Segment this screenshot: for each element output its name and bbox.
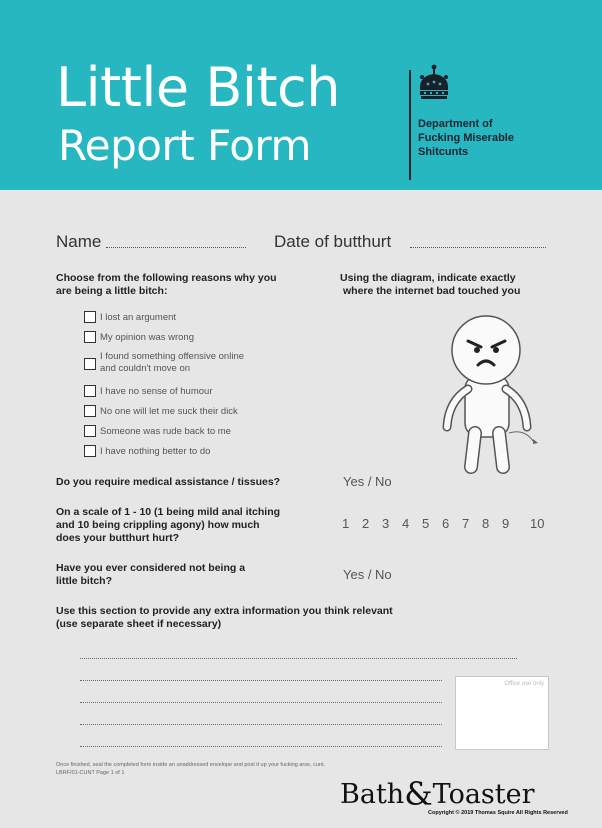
considered-question-line1: Have you ever considered not being a <box>56 562 246 574</box>
scale-value[interactable]: 9 <box>502 516 510 531</box>
medical-yes-no[interactable]: Yes / No <box>343 474 392 489</box>
scale-question-line1: On a scale of 1 - 10 (1 being mild anal itching <box>56 506 281 518</box>
reason-checkbox[interactable] <box>84 358 96 370</box>
considered-yes-no[interactable]: Yes / No <box>343 567 392 582</box>
scale-value[interactable]: 6 <box>442 516 450 531</box>
name-field[interactable] <box>106 234 246 248</box>
scale-value[interactable]: 2 <box>362 516 370 531</box>
reason-option: Someone was rude back to me <box>100 426 231 437</box>
office-use-box <box>455 676 549 750</box>
scale-value[interactable]: 4 <box>402 516 410 531</box>
angry-figure-diagram[interactable] <box>425 305 560 485</box>
header-banner <box>0 0 602 190</box>
form-title-line2: Report Form <box>58 121 311 170</box>
considered-question-line2: little bitch? <box>56 575 112 587</box>
scale-value[interactable]: 5 <box>422 516 430 531</box>
form-title-line1: Little Bitch <box>56 56 340 119</box>
scale-value[interactable]: 7 <box>462 516 470 531</box>
reason-checkbox[interactable] <box>84 405 96 417</box>
department-line2: Fucking Miserable <box>418 132 514 144</box>
extra-info-line[interactable] <box>80 724 442 725</box>
brand-logo <box>340 775 535 813</box>
scale-question-line3: does your butthurt hurt? <box>56 532 180 544</box>
reason-option: I found something offensive online <box>100 351 245 362</box>
crown-icon <box>410 60 458 108</box>
reasons-question-line2: are being a little bitch: <box>56 285 168 297</box>
medical-question: Do you require medical assistance / tissues? <box>56 476 281 488</box>
form-code: LBRF/01-CUNT Page 1 of 1 <box>56 770 125 776</box>
extra-info-instruction-line1: Use this section to provide any extra information you think relevant <box>56 605 393 617</box>
reason-checkbox[interactable] <box>84 445 96 457</box>
reason-option-continued: and couldn't move on <box>100 363 191 374</box>
reasons-question-line1: Choose from the following reasons why you <box>56 272 277 284</box>
scale-value[interactable]: 8 <box>482 516 490 531</box>
extra-info-line[interactable] <box>80 680 442 681</box>
name-label: Name <box>56 232 102 251</box>
diagram-instruction-line2: where the internet bad touched you <box>343 285 521 297</box>
extra-info-instruction-line2: (use separate sheet if necessary) <box>56 618 222 630</box>
department-line3: Shitcunts <box>418 146 469 158</box>
extra-info-line[interactable] <box>80 702 442 703</box>
reason-checkbox[interactable] <box>84 385 96 397</box>
date-label: Date of butthurt <box>274 232 392 251</box>
reason-option: I lost an argument <box>100 312 177 323</box>
extra-info-line[interactable] <box>80 658 517 659</box>
brand-name-part2: Toaster <box>432 779 535 810</box>
scale-value[interactable]: 10 <box>530 516 545 531</box>
brand-name-part1: Bath <box>340 779 405 810</box>
office-use-label: Office use only <box>504 681 544 687</box>
reason-checkbox[interactable] <box>84 331 96 343</box>
diagram-instruction-line1: Using the diagram, indicate exactly <box>340 272 516 284</box>
reason-option: I have no sense of humour <box>100 386 213 397</box>
extra-info-line[interactable] <box>80 746 442 747</box>
reason-option: No one will let me suck their dick <box>100 406 238 417</box>
footer-instruction: Once finished, seal the completed form inside an unaddressed envelope and post it up your fucking arse, cunt. <box>56 762 326 768</box>
date-field[interactable] <box>410 234 546 248</box>
reason-option: I have nothing better to do <box>100 446 211 457</box>
reason-checkbox[interactable] <box>84 425 96 437</box>
copyright-notice: Copyright © 2019 Thomas Squire All Rights Reserved <box>428 810 568 816</box>
reason-checkbox[interactable] <box>84 311 96 323</box>
scale-value[interactable]: 1 <box>342 516 350 531</box>
brand-ampersand: & <box>404 775 433 813</box>
scale-value[interactable]: 3 <box>382 516 390 531</box>
department-line1: Department of <box>418 118 493 130</box>
reason-option: My opinion was wrong <box>100 332 194 343</box>
scale-question-line2: and 10 being crippling agony) how much <box>56 519 260 531</box>
